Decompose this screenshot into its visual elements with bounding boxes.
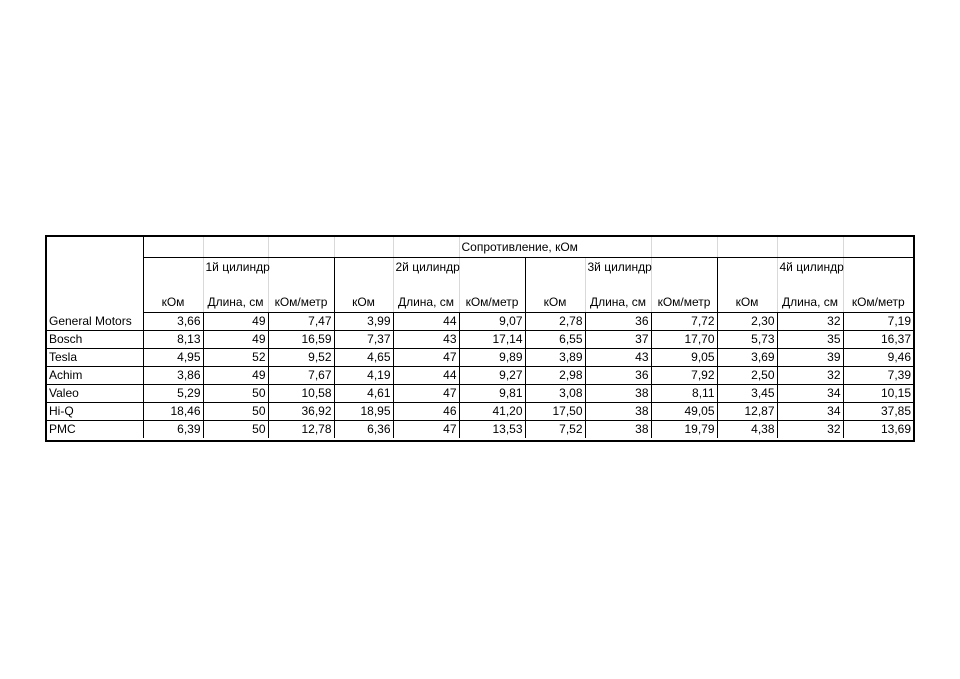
value-cell: 38 bbox=[585, 420, 651, 438]
value-cell: 10,15 bbox=[843, 384, 913, 402]
cylinder-1-label: 1й цилиндр bbox=[205, 259, 270, 274]
value-cell: 4,61 bbox=[334, 384, 393, 402]
brand-cell: Achim bbox=[47, 366, 143, 384]
unit-kohm-per-meter: кОм/метр bbox=[843, 293, 913, 312]
value-cell: 46 bbox=[393, 402, 459, 420]
value-cell: 35 bbox=[777, 330, 843, 348]
table-row bbox=[47, 402, 913, 420]
brand-cell: Tesla bbox=[47, 348, 143, 366]
value-cell: 36,92 bbox=[268, 402, 334, 420]
value-cell: 7,37 bbox=[334, 330, 393, 348]
value-cell: 4,65 bbox=[334, 348, 393, 366]
value-cell: 4,95 bbox=[143, 348, 203, 366]
table-body bbox=[47, 312, 913, 438]
value-cell: 39 bbox=[777, 348, 843, 366]
value-cell: 18,46 bbox=[143, 402, 203, 420]
value-cell: 50 bbox=[203, 420, 268, 438]
value-cell: 44 bbox=[393, 366, 459, 384]
value-cell: 47 bbox=[393, 384, 459, 402]
value-cell: 9,07 bbox=[459, 312, 525, 330]
value-cell: 3,08 bbox=[525, 384, 585, 402]
cylinder-2-label: 2й цилиндр bbox=[395, 259, 460, 274]
brand-cell: General Motors bbox=[47, 312, 143, 330]
value-cell: 8,13 bbox=[143, 330, 203, 348]
value-cell: 2,30 bbox=[717, 312, 777, 330]
value-cell: 38 bbox=[585, 384, 651, 402]
unit-kohm-per-meter: кОм/метр bbox=[459, 293, 525, 312]
value-cell: 50 bbox=[203, 384, 268, 402]
table-row bbox=[47, 348, 913, 366]
value-cell: 9,52 bbox=[268, 348, 334, 366]
value-cell: 5,29 bbox=[143, 384, 203, 402]
unit-length: Длина, см bbox=[203, 293, 268, 312]
resistance-table bbox=[47, 237, 913, 438]
value-cell: 13,53 bbox=[459, 420, 525, 438]
value-cell: 36 bbox=[585, 312, 651, 330]
value-cell: 3,89 bbox=[525, 348, 585, 366]
table-row bbox=[47, 366, 913, 384]
value-cell: 9,27 bbox=[459, 366, 525, 384]
value-cell: 19,79 bbox=[651, 420, 717, 438]
value-cell: 9,89 bbox=[459, 348, 525, 366]
unit-length: Длина, см bbox=[777, 293, 843, 312]
value-cell: 7,72 bbox=[651, 312, 717, 330]
value-cell: 43 bbox=[393, 330, 459, 348]
value-cell: 3,86 bbox=[143, 366, 203, 384]
unit-kohm: кОм bbox=[143, 293, 203, 312]
value-cell: 2,78 bbox=[525, 312, 585, 330]
cylinder-header-row bbox=[47, 257, 913, 276]
value-cell: 7,39 bbox=[843, 366, 913, 384]
value-cell: 12,87 bbox=[717, 402, 777, 420]
value-cell: 10,58 bbox=[268, 384, 334, 402]
unit-kohm-per-meter: кОм/метр bbox=[651, 293, 717, 312]
value-cell: 32 bbox=[777, 420, 843, 438]
value-cell: 9,46 bbox=[843, 348, 913, 366]
unit-kohm: кОм bbox=[525, 293, 585, 312]
table-row bbox=[47, 420, 913, 438]
value-cell: 17,70 bbox=[651, 330, 717, 348]
resistance-table-sheet bbox=[45, 235, 915, 442]
brand-header-cell bbox=[47, 237, 143, 312]
value-cell: 7,47 bbox=[268, 312, 334, 330]
value-cell: 5,73 bbox=[717, 330, 777, 348]
table-title-row bbox=[47, 237, 913, 257]
value-cell: 7,92 bbox=[651, 366, 717, 384]
unit-length: Длина, см bbox=[585, 293, 651, 312]
value-cell: 38 bbox=[585, 402, 651, 420]
value-cell: 13,69 bbox=[880, 422, 911, 437]
table-row bbox=[47, 312, 913, 330]
brand-cell: Bosch bbox=[47, 330, 143, 348]
value-cell: 7,67 bbox=[268, 366, 334, 384]
unit-kohm: кОм bbox=[334, 293, 393, 312]
value-cell: 37 bbox=[585, 330, 651, 348]
value-cell: 50 bbox=[203, 402, 268, 420]
value-cell: 17,14 bbox=[459, 330, 525, 348]
brand-cell: Valeo bbox=[47, 384, 143, 402]
value-cell: 34 bbox=[777, 402, 843, 420]
value-cell: 47 bbox=[393, 420, 459, 438]
value-cell: 7,52 bbox=[525, 420, 585, 438]
value-cell: 2,50 bbox=[717, 366, 777, 384]
unit-kohm-per-meter: кОм/метр bbox=[268, 293, 334, 312]
value-cell: 9,05 bbox=[651, 348, 717, 366]
value-cell: 6,55 bbox=[525, 330, 585, 348]
units-header-row bbox=[47, 293, 913, 312]
value-cell: 36 bbox=[585, 366, 651, 384]
value-cell: 16,37 bbox=[843, 330, 913, 348]
value-cell: 32 bbox=[777, 312, 843, 330]
value-cell: 47 bbox=[393, 348, 459, 366]
value-cell: 49,05 bbox=[651, 402, 717, 420]
brand-cell: Hi-Q bbox=[47, 402, 143, 420]
value-cell: 49 bbox=[203, 366, 268, 384]
table-row bbox=[47, 384, 913, 402]
value-cell: 3,99 bbox=[334, 312, 393, 330]
value-cell: 4,19 bbox=[334, 366, 393, 384]
value-cell: 6,36 bbox=[334, 420, 393, 438]
value-cell: 43 bbox=[585, 348, 651, 366]
value-cell: 44 bbox=[393, 312, 459, 330]
cylinder-3-label: 3й цилиндр bbox=[587, 259, 652, 274]
value-cell: 6,39 bbox=[143, 420, 203, 438]
value-cell: 12,78 bbox=[268, 420, 334, 438]
value-cell: 4,38 bbox=[717, 420, 777, 438]
value-cell: 3,66 bbox=[143, 312, 203, 330]
unit-kohm: кОм bbox=[717, 293, 777, 312]
value-cell: 18,95 bbox=[334, 402, 393, 420]
table-title: Сопротивление, кОм bbox=[461, 239, 578, 254]
value-cell: 9,81 bbox=[459, 384, 525, 402]
cylinder-4-label: 4й цилиндр bbox=[779, 259, 844, 274]
table-row bbox=[47, 330, 913, 348]
value-cell: 52 bbox=[203, 348, 268, 366]
value-cell: 3,69 bbox=[717, 348, 777, 366]
value-cell: 8,11 bbox=[651, 384, 717, 402]
value-cell: 3,45 bbox=[717, 384, 777, 402]
value-cell: 34 bbox=[777, 384, 843, 402]
value-cell: 16,59 bbox=[268, 330, 334, 348]
brand-cell: PMC bbox=[47, 420, 143, 438]
value-cell: 7,19 bbox=[843, 312, 913, 330]
value-cell: 49 bbox=[203, 330, 268, 348]
value-cell: 37,85 bbox=[843, 402, 913, 420]
unit-length: Длина, см bbox=[393, 293, 459, 312]
value-cell: 17,50 bbox=[525, 402, 585, 420]
value-cell: 32 bbox=[777, 366, 843, 384]
value-cell: 49 bbox=[203, 312, 268, 330]
value-cell: 41,20 bbox=[459, 402, 525, 420]
value-cell: 2,98 bbox=[525, 366, 585, 384]
